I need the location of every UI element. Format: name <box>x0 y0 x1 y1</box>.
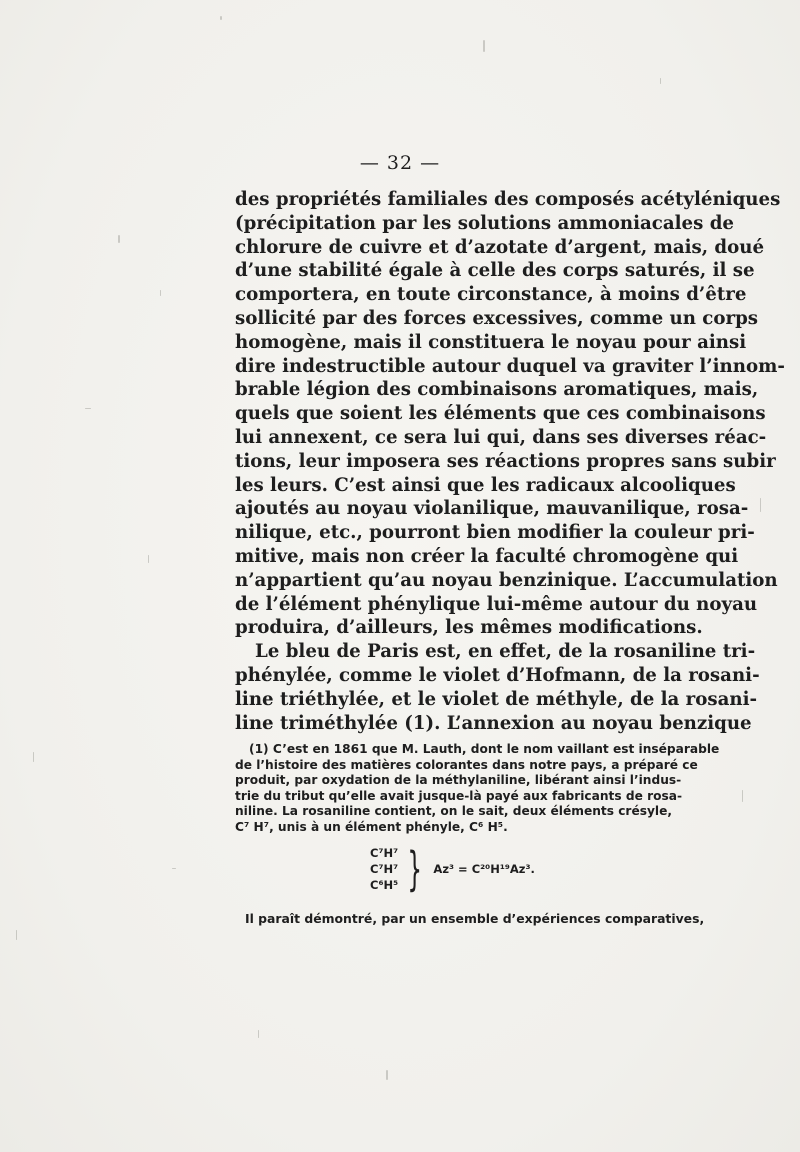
closing-footnote-line: Il paraît démontré, par un ensemble d’expériences comparatives, <box>245 911 705 926</box>
text-line: d’une stabilité égale à celle des corps saturés, il se <box>235 260 755 282</box>
text-line: sollicité par des forces excessives, comme un corps <box>235 307 759 329</box>
footnote-line: de l’histoire des matières colorantes dans notre pays, a préparé ce <box>235 757 698 772</box>
scan-speck <box>172 868 176 869</box>
footnote-line: trie du tribut qu’elle avait jusque-là payé aux fabricants de rosa- <box>235 788 682 803</box>
scan-speck <box>33 752 34 762</box>
text-line: homogène, mais il constituera le noyau pour ainsi <box>235 331 747 353</box>
radical-cresyl-1: C⁷H⁷ <box>370 846 399 860</box>
chemical-formula <box>370 842 535 896</box>
page-number: — 32 — <box>359 152 441 174</box>
text-line: lui annexent, ce sera lui qui, dans ses diverses réac- <box>235 426 767 448</box>
scan-speck <box>660 78 661 84</box>
footnote <box>235 742 720 836</box>
text-line: Le bleu de Paris est, en effet, de la rosaniline tri- <box>255 641 756 663</box>
text-line: brable légion des combinaisons aromatiques, mais, <box>235 379 759 401</box>
footnote-line: (1) C’est en 1861 que M. Lauth, dont le nom vaillant est inséparable <box>249 742 720 756</box>
scan-speck <box>386 1070 388 1080</box>
text-line: tions, leur imposera ses réactions propres sans subir <box>235 450 776 472</box>
text-line: des propriétés familiales des composés acétyléniques <box>235 189 781 210</box>
scan-speck <box>160 290 161 296</box>
text-line: line triéthylée, et le violet de méthyle, de la rosani- <box>235 688 758 710</box>
radical-phenyl: C⁶H⁵ <box>370 878 399 892</box>
brace-glyph: } <box>407 842 423 896</box>
text-line: line triméthylée (1). L’annexion au noyau benzique <box>235 712 752 734</box>
text-line: produira, d’ailleurs, les mêmes modifications. <box>235 617 703 639</box>
text-line: de l’élément phénylique lui-même autour du noyau <box>235 593 758 615</box>
text-line: ajoutés au noyau violanilique, mauvanilique, rosa- <box>235 498 749 520</box>
scan-speck <box>16 930 17 940</box>
text-line: (précipitation par les solutions ammoniacales de <box>235 212 734 234</box>
footnote-line: niline. La rosaniline contient, on le sait, deux éléments crésyle, <box>235 804 672 819</box>
scan-speck <box>148 555 149 563</box>
radical-cresyl-2: C⁷H⁷ <box>370 862 399 876</box>
scan-speck <box>85 408 91 409</box>
main-paragraphs <box>235 188 785 735</box>
formula-radicals <box>370 845 398 893</box>
text-line: dire indestructible autour duquel va graviter l’innom- <box>235 355 785 377</box>
footnote-line: C⁷ H⁷, unis à un élément phényle, C⁶ H⁵. <box>235 819 508 834</box>
scan-speck <box>118 235 120 243</box>
text-line: quels que soient les éléments que ces combinaisons <box>235 403 766 425</box>
text-line: chlorure de cuivre et d’azotate d’argent, mais, doué <box>235 236 765 258</box>
text-line: n’appartient qu’au noyau benzinique. L’accumulation <box>235 569 778 591</box>
formula-result: Az³ = C²⁰H¹⁹Az³. <box>433 862 535 876</box>
footnote-line: produit, par oxydation de la méthylaniline, libérant ainsi l’indus- <box>235 773 682 788</box>
text-line: les leurs. C’est ainsi que les radicaux alcooliques <box>235 474 736 496</box>
text-line: comportera, en toute circonstance, à moins d’être <box>235 284 747 306</box>
text-line: nilique, etc., pourront bien modifier la couleur pri- <box>235 522 755 544</box>
text-line: phénylée, comme le violet d’Hofmann, de la rosani- <box>235 664 760 686</box>
scan-speck <box>742 790 743 802</box>
scan-speck <box>760 498 761 512</box>
text-line: mitive, mais non créer la faculté chromogène qui <box>235 545 739 567</box>
scan-speck <box>220 16 222 20</box>
scan-speck <box>483 40 485 52</box>
scan-speck <box>258 1030 259 1038</box>
